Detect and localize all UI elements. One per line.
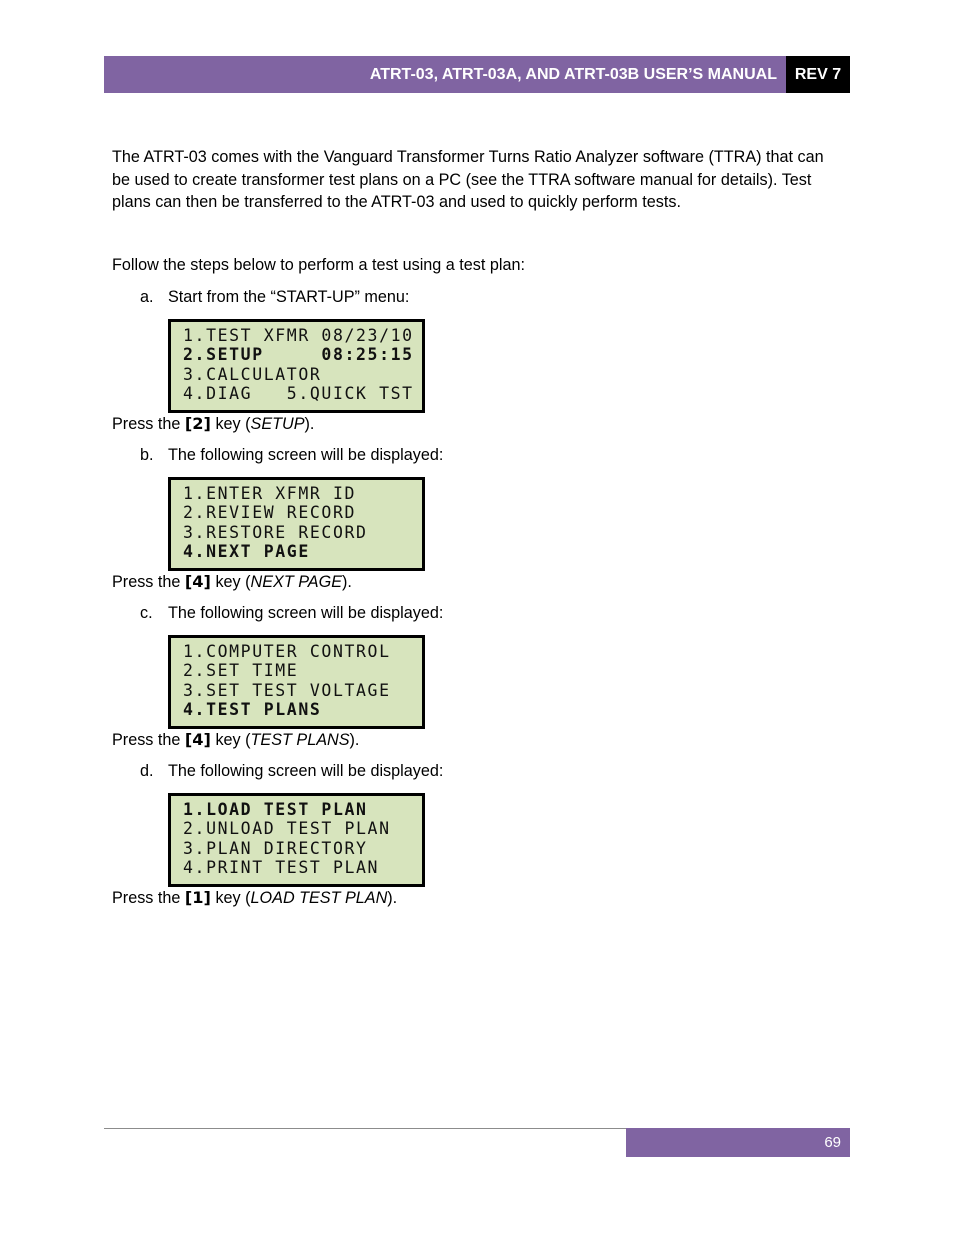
lcd-screen-next-page-menu: [168, 635, 425, 729]
key-label: [4]: [184, 571, 211, 591]
step-d: [112, 760, 842, 909]
press-instruction: [112, 887, 842, 910]
press-prefix: Press the: [112, 888, 181, 907]
lcd-line: 1.COMPUTER CONTROL: [183, 641, 391, 661]
press-instruction: [112, 729, 842, 752]
footer-divider: [104, 1128, 626, 1129]
lcd-line: 2.SET TIME: [183, 661, 299, 680]
press-instruction: [112, 413, 842, 436]
step-instruction: [112, 444, 842, 467]
lcd-line: 3.PLAN DIRECTORY: [183, 838, 368, 858]
step-c: [112, 602, 842, 751]
step-text: The following screen will be displayed:: [168, 446, 444, 464]
step-a: [112, 286, 842, 435]
step-marker: c.: [140, 604, 153, 622]
key-function-name: TEST PLANS: [250, 730, 350, 749]
lcd-line: 3.RESTORE RECORD: [183, 522, 368, 542]
lcd-line: 1.TEST XFMR 08/23/10: [183, 325, 414, 345]
lcd-line: 3.SET TEST VOLTAGE: [183, 680, 391, 700]
step-b: [112, 444, 842, 593]
lcd-line-selected: 4.TEST PLANS: [183, 700, 322, 719]
lcd-line: 3.CALCULATOR: [183, 364, 322, 384]
key-function-name: NEXT PAGE: [250, 572, 342, 591]
lcd-screen-startup-menu: [168, 319, 425, 413]
lcd-line: 4.PRINT TEST PLAN: [183, 858, 380, 877]
key-word: key (: [215, 572, 251, 591]
page-content: [112, 146, 842, 909]
step-marker: a.: [140, 288, 154, 306]
press-suffix: ).: [342, 572, 352, 591]
press-prefix: Press the: [112, 572, 181, 591]
lcd-screen-setup-menu: [168, 477, 425, 571]
lcd-line: 1.ENTER XFMR ID: [183, 483, 357, 503]
step-text: The following screen will be displayed:: [168, 762, 444, 780]
lcd-line: 2.REVIEW RECORD: [183, 503, 357, 522]
press-suffix: ).: [387, 888, 398, 907]
key-label: [4]: [184, 729, 211, 749]
lcd-line: 2.UNLOAD TEST PLAN: [183, 819, 391, 838]
press-instruction: [112, 571, 842, 594]
manual-title: ATRT-03, ATRT-03A, AND ATRT-03B USER’S MANUAL: [104, 56, 786, 93]
press-suffix: ).: [349, 730, 360, 749]
page-header: [104, 56, 850, 93]
lcd-line-selected: 2.SETUP 08:25:15: [183, 345, 414, 364]
step-marker: b.: [140, 446, 154, 464]
step-instruction: [112, 286, 842, 309]
press-prefix: Press the: [112, 414, 181, 433]
revision-badge: REV 7: [786, 56, 850, 93]
step-instruction: [112, 760, 842, 783]
press-suffix: ).: [304, 414, 315, 433]
intro-paragraph: The ATRT-03 comes with the Vanguard Transformer Turns Ratio Analyzer software (TTRA) that can be used to create transformer test plans on a PC (see the TTRA software manual for details). Test plans can then be transferred to the ATRT-03 and used to quickly perform tests.: [112, 148, 824, 211]
key-word: key (: [215, 414, 251, 433]
press-prefix: Press the: [112, 730, 181, 749]
key-function-name: LOAD TEST PLAN: [250, 888, 388, 907]
key-word: key (: [215, 730, 251, 749]
key-label: [1]: [184, 887, 211, 907]
step-marker: d.: [140, 762, 154, 780]
step-text: The following screen will be displayed:: [168, 604, 444, 622]
lcd-line: 4.DIAG 5.QUICK TST: [183, 384, 414, 403]
lcd-line-selected: 4.NEXT PAGE: [183, 542, 310, 561]
page-number: 69: [626, 1128, 850, 1157]
key-word: key (: [215, 888, 251, 907]
lcd-line-selected: 1.LOAD TEST PLAN: [183, 799, 368, 819]
step-instruction: [112, 602, 842, 625]
key-label: [2]: [184, 413, 211, 433]
step-text: Start from the “START-UP” menu:: [168, 288, 410, 306]
key-function-name: SETUP: [250, 414, 305, 433]
lead-paragraph: Follow the steps below to perform a test using a test plan:: [112, 255, 525, 274]
lcd-screen-test-plans-menu: [168, 793, 425, 887]
